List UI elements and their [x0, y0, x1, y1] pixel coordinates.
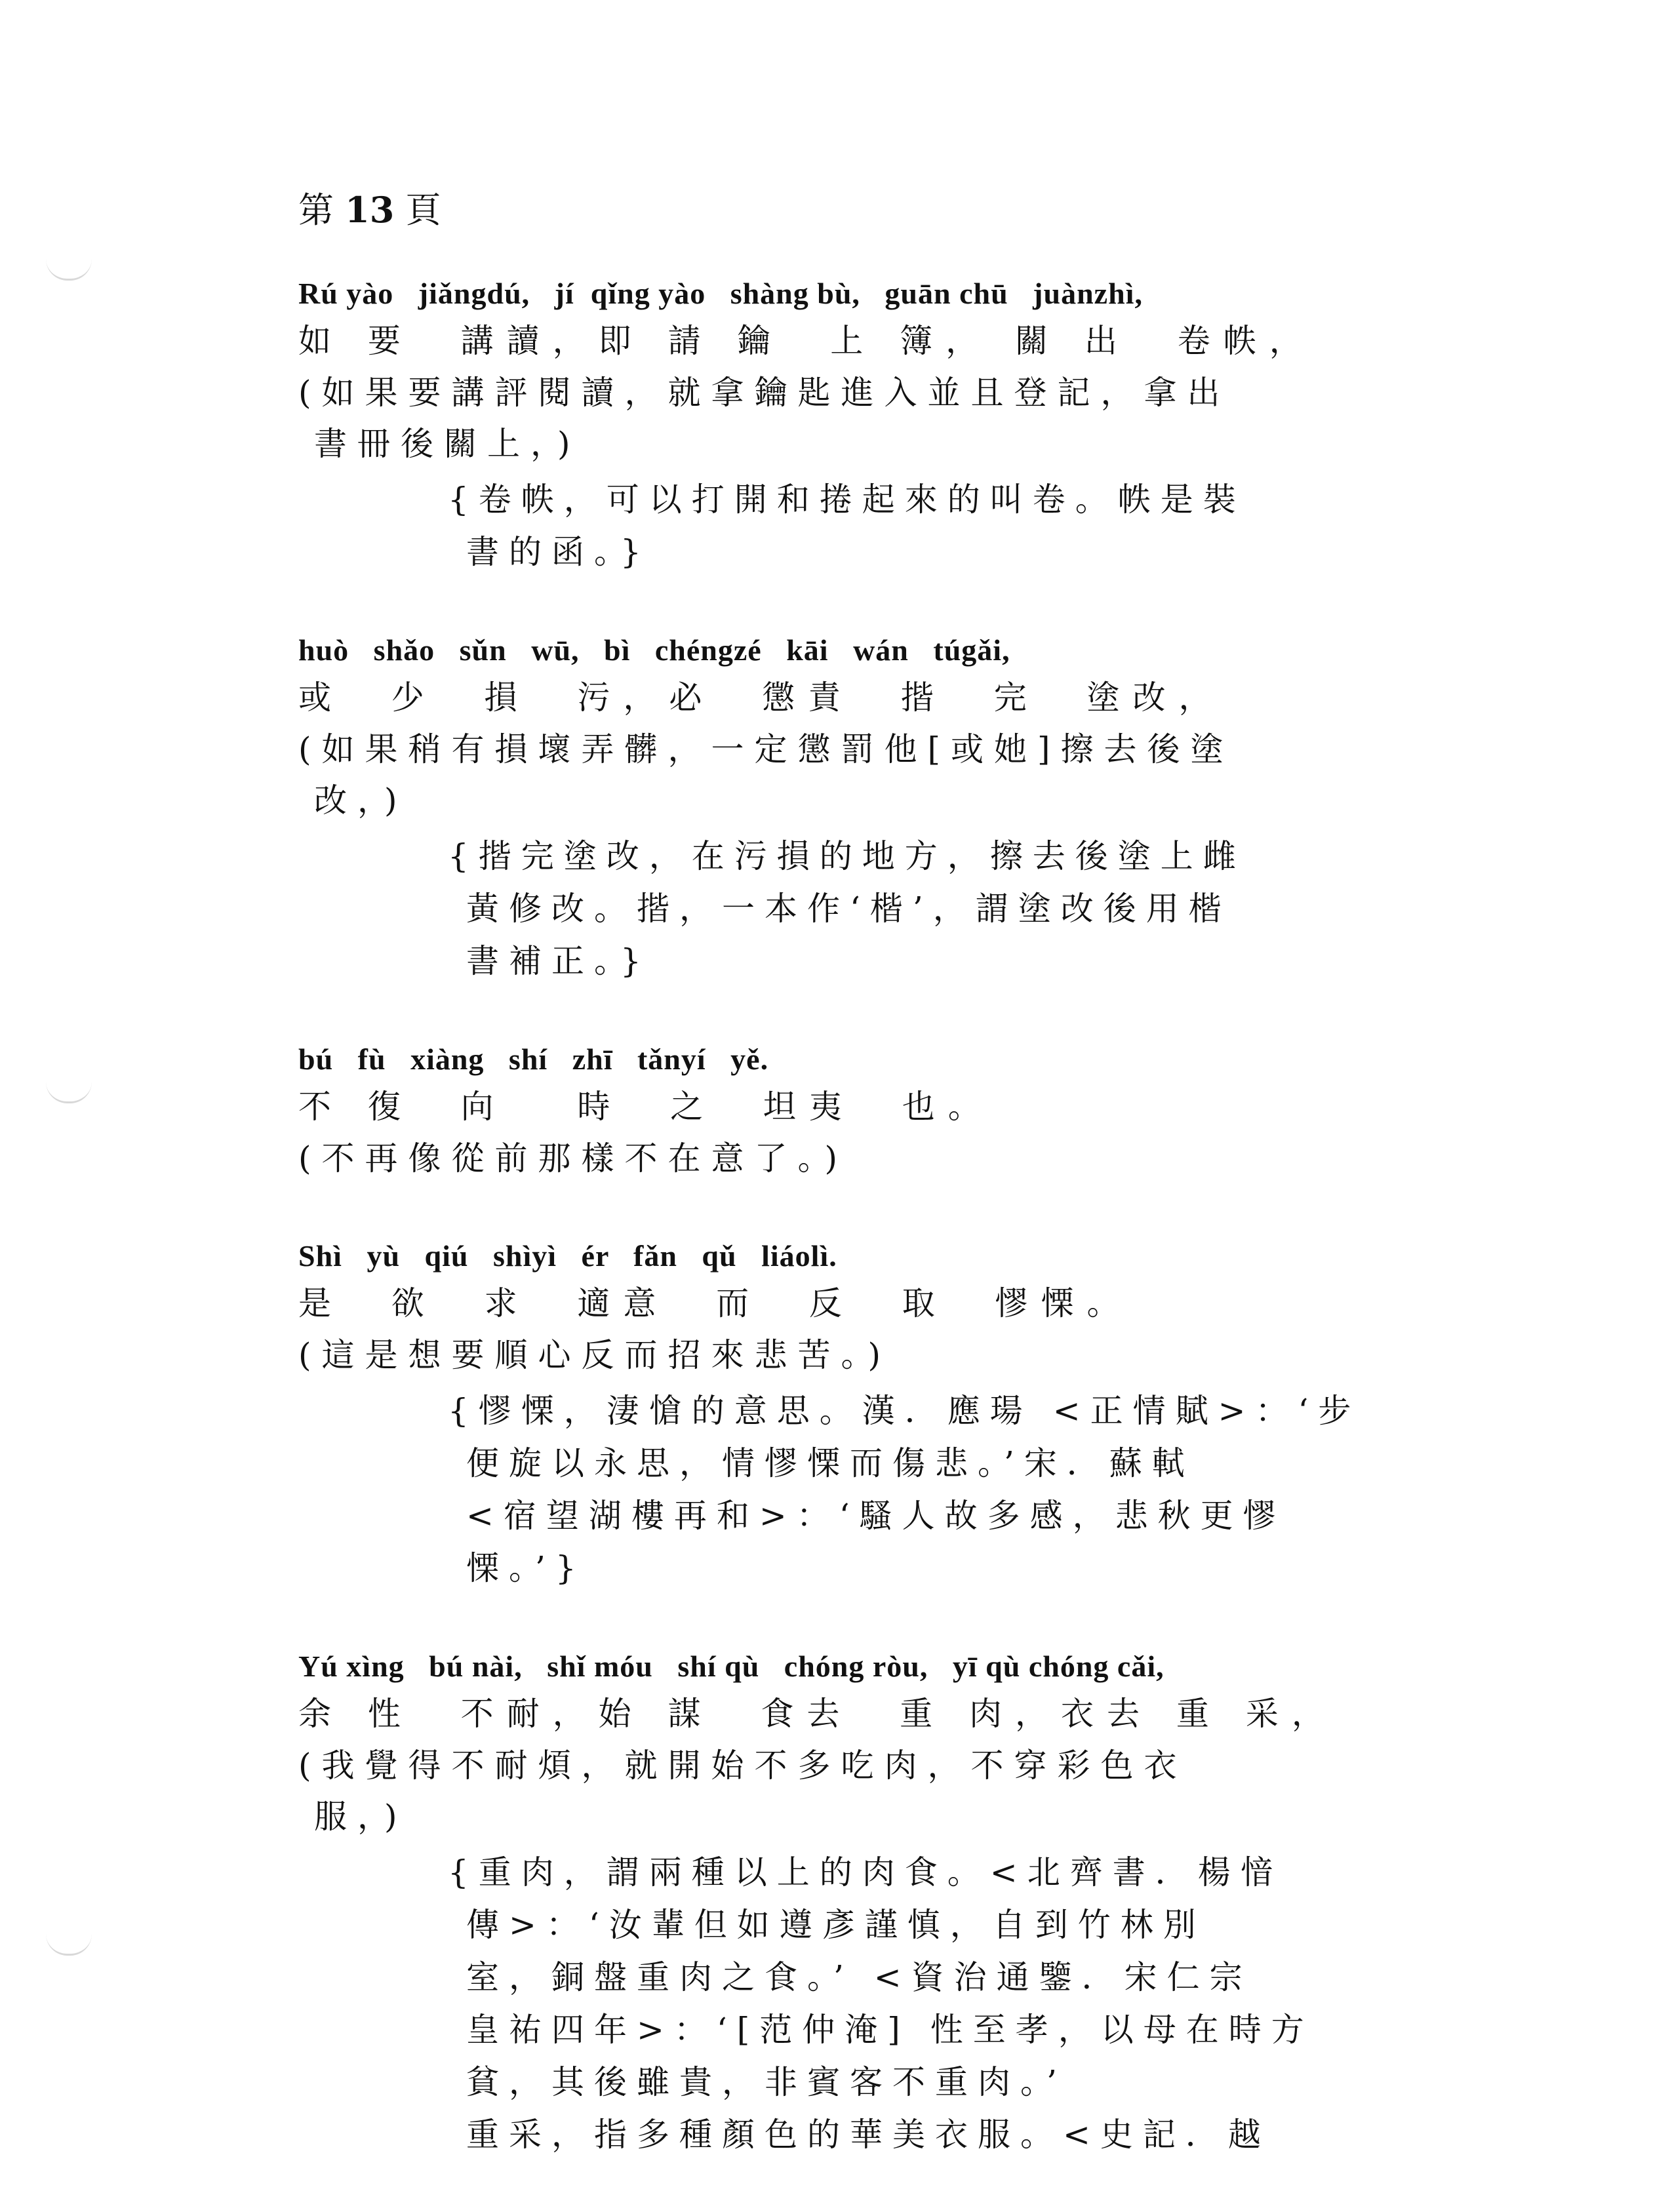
- classical-text-line: 不 復 向 時 之 坦夷 也。: [298, 1088, 994, 1126]
- classical-text-line: 或 少 損 污，必 懲責 揩 完 塗改，: [298, 679, 1225, 717]
- stanza-3: [298, 1038, 1446, 1184]
- punch-hole-mark: [46, 1934, 92, 1956]
- note-line: {重肉，謂兩種以上的肉食。<北齊書．楊愔: [448, 1853, 1283, 1891]
- note-line: 慄。’}: [466, 1549, 586, 1587]
- translation-line: (不再像從前那樣不在意了。): [298, 1139, 848, 1177]
- pinyin-line: Yú xìng bú nài, shǐ móu shí qù chóng ròu, yī qù chóng cǎi,: [298, 1649, 1164, 1683]
- page-content: [298, 187, 1446, 2212]
- page-header: [298, 187, 1446, 233]
- classical-text-line: 余 性 不耐，始 謀 食去 重 肉，衣去 重 采，: [298, 1695, 1338, 1733]
- annotation-note: [448, 1846, 1446, 2161]
- note-line: {卷帙，可以打開和捲起來的叫卷。帙是裝: [448, 481, 1246, 519]
- page-number: 13: [345, 189, 395, 231]
- note-line: 傳>：‘汝輩但如遵彥謹慎，自到竹林別: [466, 1906, 1206, 1944]
- note-line: 室，銅盤重肉之食。’ <資治通鑒．宋仁宗: [466, 1958, 1252, 1996]
- classical-text-line: 是 欲 求 適意 而 反 取 憀慄。: [298, 1284, 1133, 1322]
- translation: [298, 1133, 1446, 1184]
- translation: [298, 1740, 1446, 1842]
- translation-line: (這是想要順心反而招來悲苦。): [298, 1336, 892, 1374]
- annotation-note: [448, 1385, 1446, 1594]
- translation-line: 服，): [314, 1798, 408, 1836]
- note-line: {憀慄，淒愴的意思。漢．應瑒 <正情賦>：‘步: [448, 1392, 1361, 1430]
- stanza-1: [298, 273, 1446, 578]
- pinyin-line: huò shǎo sǔn wū, bì chéngzé kāi wán túgǎi,: [298, 633, 1010, 667]
- translation: [298, 1330, 1446, 1381]
- punch-hole-mark: [46, 1082, 92, 1103]
- note-line: 貧，其後雖貴，非賓客不重肉。’: [466, 2063, 1067, 2101]
- translation-line: 改，): [314, 781, 408, 820]
- annotation-note: [448, 473, 1446, 578]
- note-line: <宿望湖樓再和>：‘騷人故多感，悲秋更憀: [466, 1497, 1286, 1535]
- pinyin-line: bú fù xiàng shí zhī tǎnyí yě.: [298, 1042, 769, 1076]
- stanza-2: [298, 629, 1446, 987]
- note-line: 重采，指多種顏色的華美衣服。<史記．越: [466, 2116, 1271, 2154]
- page-header-prefix: 第: [298, 189, 334, 231]
- note-line: 黃修改。揩，一本作‘楷’，謂塗改後用楷: [466, 890, 1231, 928]
- annotation-note: [448, 830, 1446, 987]
- translation: [298, 724, 1446, 826]
- translation-line: 書冊後關上，): [314, 425, 581, 463]
- stanza-5: [298, 1646, 1446, 2161]
- pinyin-line: Rú yào jiǎngdú, jí qǐng yào shàng bù, guān chū juànzhì,: [298, 277, 1143, 310]
- note-line: {揩完塗改，在污損的地方，擦去後塗上雌: [448, 837, 1246, 875]
- translation-line: (如果稍有損壞弄髒，一定懲罰他[或她]擦去後塗: [298, 730, 1234, 768]
- note-line: 便旋以永思，情憀慄而傷悲。’宋．蘇軾: [466, 1444, 1195, 1482]
- translation-line: (我覺得不耐煩，就開始不多吃肉，不穿彩色衣: [298, 1747, 1187, 1785]
- note-line: 書的函。}: [466, 533, 651, 571]
- page-header-suffix: 頁: [405, 189, 441, 231]
- classical-text-line: 如 要 講讀，即 請 鑰 上 簿， 關 出 卷帙，: [298, 322, 1315, 360]
- stanza-4: [298, 1235, 1446, 1594]
- translation: [298, 367, 1446, 469]
- punch-hole-mark: [46, 259, 92, 281]
- translation-line: (如果要講評閱讀，就拿鑰匙進入並且登記，拿出: [298, 374, 1231, 412]
- note-line: 皇祐四年>：‘[范仲淹] 性至孝，以母在時方: [466, 2011, 1314, 2049]
- pinyin-line: Shì yù qiú shìyì ér fǎn qǔ liáolì.: [298, 1239, 837, 1273]
- note-line: 書補正。}: [466, 942, 651, 980]
